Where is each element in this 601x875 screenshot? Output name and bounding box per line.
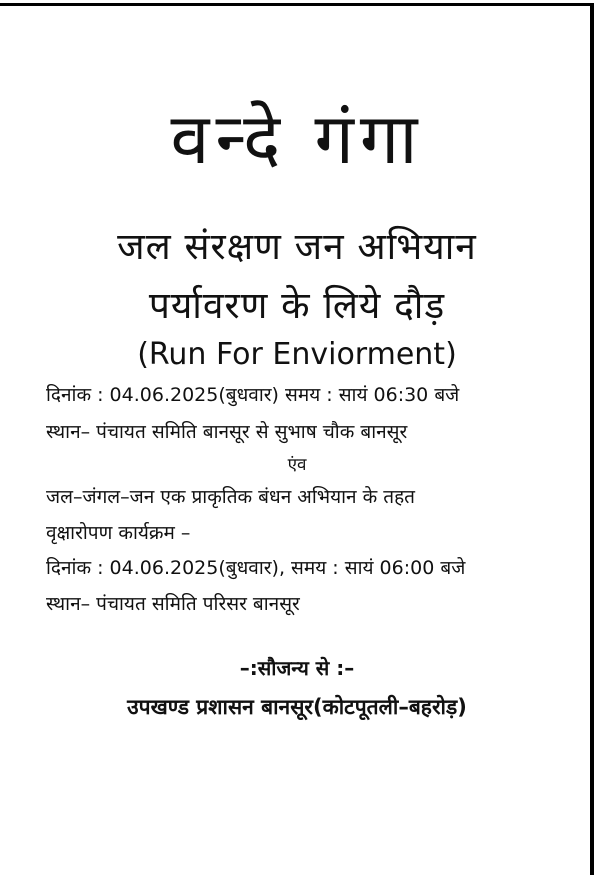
event2-title-line1: जल–जंगल–जन एक प्राकृतिक बंधन अभियान के तहत (46, 486, 416, 508)
campaign-tagline: पर्यावरण के लिये दौड़ (148, 284, 446, 327)
campaign-name: जल संरक्षण जन अभियान (117, 225, 477, 268)
event2-title-line2: वृक्षारोपण कार्यक्रम – (46, 522, 191, 544)
event1-date-time: दिनांक : 04.06.2025(बुधवार) समय : सायं 06:30 बजे (46, 384, 460, 406)
event2-date-time: दिनांक : 04.06.2025(बुधवार), समय : सायं 06:00 बजे (46, 557, 466, 579)
event2-venue: स्थान– पंचायत समिति परिसर बानसूर (46, 593, 300, 615)
event1-venue: स्थान– पंचायत समिति बानसूर से सुभाष चौक बानसूर (46, 421, 408, 443)
english-title: (Run For Enviorment) (137, 337, 457, 372)
conjunction-text: एंव (287, 455, 307, 475)
poster-title: वन्दे गंगा (170, 98, 424, 180)
organizer-name: उपखण्ड प्रशासन बानसूर(कोटपूतली–बहरोड़) (127, 695, 467, 719)
courtesy-heading: –:सौजन्य से :– (239, 656, 355, 680)
